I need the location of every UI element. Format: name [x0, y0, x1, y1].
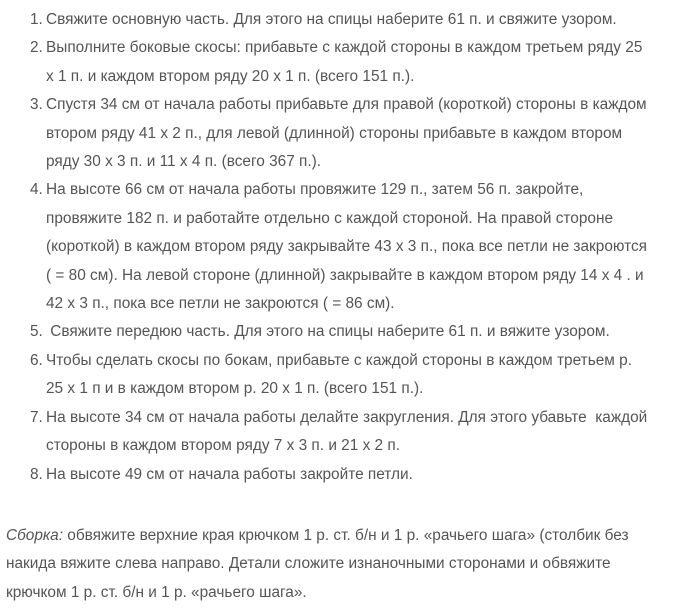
assembly-paragraph — [6, 522, 629, 607]
step-text: Свяжите основную часть. Для этого на спицы наберите 61 п. и свяжите узором. — [46, 11, 617, 28]
step-text: ( = 80 см). На левой стороне (длинной) закрывайте в каждом втором ряду 14 х 4 . и — [46, 266, 644, 284]
step-number: 5. — [30, 323, 43, 341]
step-text: (короткой) в каждом втором ряду закрывайте 43 х 3 п., пока все петли не закроются — [46, 238, 647, 256]
assembly-line: крючком 1 р. ст. б/н и 1 р. «рачьего шага». — [6, 583, 307, 601]
step-text: 42 х 3 п., пока все петли не закроются ( = 86 см). — [46, 295, 395, 313]
step-item — [30, 34, 700, 91]
step-text: Чтобы сделать скосы по бокам, прибавьте с каждой стороны в каждом третьем р. — [46, 351, 632, 369]
step-text: Выполните боковые скосы: прибавьте с каждой стороны в каждом третьем ряду 25 — [46, 39, 643, 57]
step-text: На высоте 49 см от начала работы закройте петли. — [46, 465, 413, 483]
assembly-label: Сборка: — [6, 527, 63, 544]
assembly-text: обвяжите верхние края крючком 1 р. ст. б/н и 1 р. «рачьего шага» (столбик без — [63, 527, 629, 544]
step-text: провяжите 182 п. и работайте отдельно с каждой стороной. На правой стороне — [46, 209, 614, 227]
step-item — [30, 404, 700, 461]
step-item — [30, 6, 700, 34]
step-number: 4. — [30, 181, 43, 199]
step-text: 25 х 1 п и в каждом втором р. 20 х 1 п. (всего 151 п.). — [46, 380, 424, 398]
step-text: На высоте 34 см от начала работы делайте закругления. Для этого убавьте каждой — [46, 408, 648, 426]
step-item — [30, 461, 700, 489]
step-text: Спустя 34 см от начала работы прибавьте для правой (короткой) стороны в каждом — [46, 96, 647, 114]
step-number: 6. — [30, 351, 43, 369]
step-text: Свяжите передюю часть. Для этого на спицы наберите 61 п. и вяжите узором. — [46, 323, 610, 341]
step-text: ряду 30 х 3 п. и 11 х 4 п. (всего 367 п.). — [46, 153, 322, 171]
step-text: На высоте 66 см от начала работы провяжите 129 п., затем 56 п. закройте, — [46, 181, 584, 199]
step-number: 3. — [30, 96, 43, 114]
step-text: стороны в каждом втором ряду 7 х 3 п. и 21 х 2 п. — [46, 437, 400, 455]
step-item — [30, 91, 700, 176]
step-text: втором ряду 41 х 2 п., для левой (длинной) стороны прибавьте в каждом втором — [46, 124, 623, 142]
step-item — [30, 318, 700, 346]
step-item — [30, 176, 700, 318]
assembly-line: накида вяжите слева направо. Детали сложите изнаночными сторонами и обвяжите — [6, 555, 611, 573]
assembly-line — [6, 522, 629, 550]
step-number: 8. — [30, 465, 43, 483]
step-number: 2. — [30, 39, 43, 57]
step-text: х 1 п. и каждом втором ряду 20 х 1 п. (всего 151 п.). — [46, 67, 415, 85]
step-number: 1. — [30, 11, 43, 28]
step-number: 7. — [30, 408, 43, 426]
step-item — [30, 347, 700, 404]
